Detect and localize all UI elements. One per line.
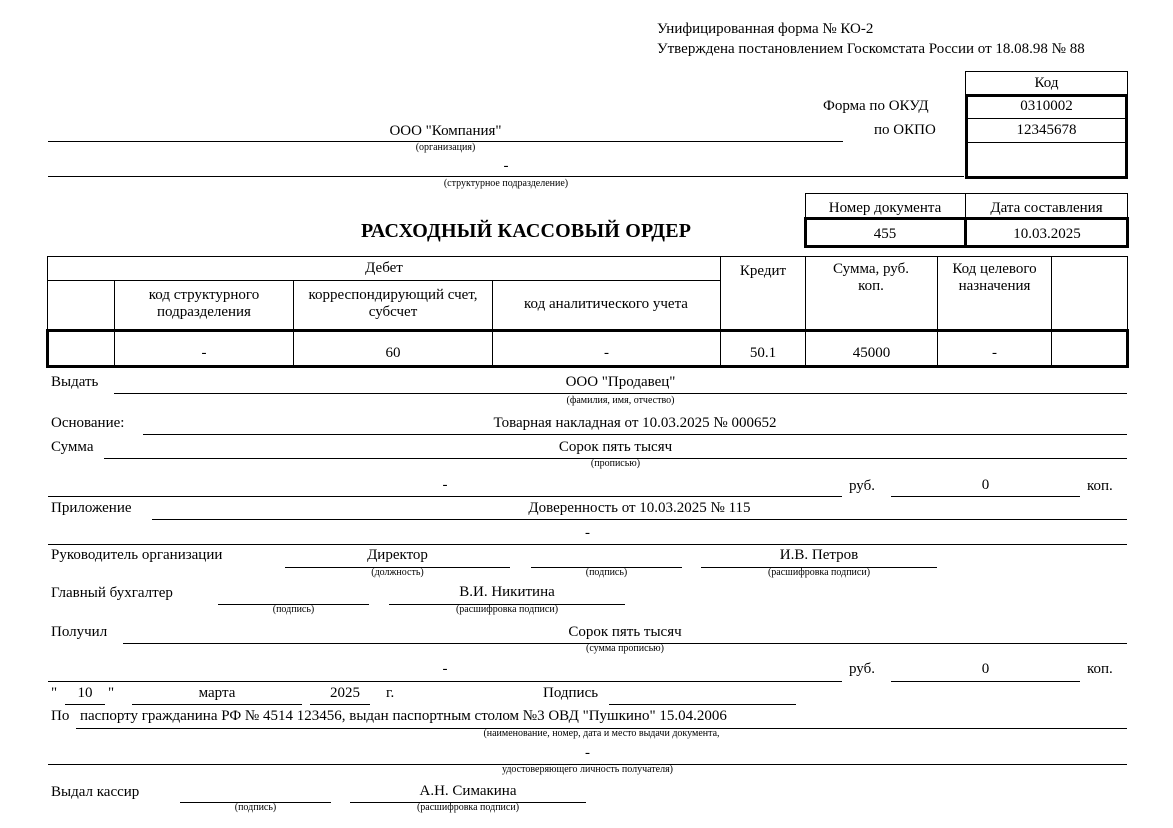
organization-caption: (организация) [415,142,476,153]
head-label: Руководитель организации [51,547,223,563]
issue-label: Выдать [51,374,99,390]
debit-header: Дебет [365,260,403,276]
issue-caption: (фамилия, имя, отчество) [566,395,675,406]
code-divider [967,118,1126,119]
head-name: И.В. Петров [779,547,859,563]
code-header: Код [1034,75,1059,91]
basis-value: Товарная накладная от 10.03.2025 № 000652 [493,415,777,431]
col-analytic-header: код аналитического учета [524,295,688,312]
amount-kop-label: коп. [1087,478,1113,494]
amount-kop-value: 0 [981,477,990,493]
table-col-divider [1051,256,1052,330]
issue-value: ООО "Продавец" [565,374,676,390]
attachment-line2 [48,544,1127,545]
structural-unit: - [503,158,509,174]
structural-unit-caption: (структурное подразделение) [443,178,569,189]
received-caption: (сумма прописью) [586,643,664,654]
basis-line [143,434,1127,435]
head-name-caption: (расшифровка подписи) [767,567,871,578]
sum-header: Сумма, руб. коп. [833,261,909,294]
amount-words-line2: - [442,477,448,493]
amount-label: Сумма [51,439,94,455]
received-kop-value: 0 [981,661,990,677]
cashier-name-caption: (расшифровка подписи) [416,802,520,813]
passport-value: паспорту гражданина РФ № 4514 123456, выдан паспортным столом №3 ОВД "Пушкино" 15.04.2006 [80,708,727,724]
passport-label: По [51,708,70,724]
accountant-name: В.И. Никитина [459,584,555,600]
received-kop-label: коп. [1087,661,1113,677]
amount-rub-label: руб. [849,478,875,494]
amount-caption: (прописью) [590,458,641,469]
date-month-line [132,704,302,705]
date-day: 10 [77,685,93,701]
table-debit-divider [47,280,721,281]
form-number-line: Унифицированная форма № КО-2 [657,21,874,37]
amount-line2 [48,496,842,497]
passport-caption-2: удостоверяющего личность получателя) [501,764,674,775]
accountant-signature-caption: (подпись) [272,604,315,615]
date-open-quote: " [51,685,58,701]
date-year-line [310,704,370,705]
passport-caption-1: (наименование, номер, дата и место выдачи документа, [483,728,720,739]
date-close-quote: " [108,685,115,701]
basis-label: Основание: [51,415,125,431]
doc-date: 10.03.2025 [1013,226,1081,242]
received-rub-label: руб. [849,661,875,677]
cashier-label: Выдал кассир [51,784,140,800]
doc-date-label: Дата составления [990,200,1103,216]
head-signature-caption: (подпись) [585,567,628,578]
okud-label: Форма по ОКУД [823,98,929,114]
signature-label: Подпись [543,685,599,701]
received-line2 [48,681,842,682]
document-title: РАСХОДНЫЙ КАССОВЫЙ ОРДЕР [361,220,692,242]
structural-unit-line [48,176,964,177]
doc-number-label: Номер документа [828,200,942,216]
attachment-line [152,519,1127,520]
recipient-signature-line [609,704,796,705]
passport-line2-text: - [585,745,590,761]
table-col-divider [492,280,493,330]
received-label: Получил [51,624,108,640]
cell-analytic: - [604,345,609,361]
doc-number: 455 [873,226,897,242]
col-struct-header: код структурного подразделения [148,287,260,320]
date-month: марта [198,685,236,701]
date-year-suffix: г. [386,685,395,701]
date-year: 2025 [330,685,360,701]
table-col-divider [805,256,806,330]
date-day-line [65,704,105,705]
received-words: Сорок пять тысяч [568,624,682,640]
amount-words: Сорок пять тысяч [558,439,673,455]
cell-struct: - [201,345,207,361]
col-account-header: корреспондирующий счет, субсчет [308,287,478,320]
credit-header: Кредит [739,263,787,279]
cell-sum: 45000 [852,345,891,361]
accountant-label: Главный бухгалтер [51,585,173,601]
okud-value: 0310002 [1020,98,1073,114]
head-position-caption: (должность) [371,567,424,578]
accountant-name-caption: (расшифровка подписи) [455,604,559,615]
approval-line: Утверждена постановлением Госкомстата России от 18.08.98 № 88 [657,41,1085,57]
attachment-label: Приложение [51,500,132,516]
issue-line [114,393,1127,394]
purpose-header: Код целевого назначения [952,261,1037,294]
cell-credit: 50.1 [749,345,777,361]
cashier-signature-caption: (подпись) [234,802,277,813]
organization-name: ООО "Компания" [389,123,502,139]
amount-kop-line [891,496,1080,497]
okpo-label: по ОКПО [874,122,936,138]
cashier-name: А.Н. Симакина [419,783,517,799]
okpo-value: 12345678 [1016,122,1077,138]
attachment-value: Доверенность от 10.03.2025 № 115 [528,500,751,516]
head-position: Директор [367,547,428,563]
code-divider [967,142,1126,143]
attachment-line2-text: - [585,525,590,541]
cell-purpose: - [992,345,997,361]
cell-account: 60 [385,345,401,361]
received-words-line2: - [442,661,448,677]
received-kop-line [891,681,1080,682]
row-divider [1051,331,1052,366]
